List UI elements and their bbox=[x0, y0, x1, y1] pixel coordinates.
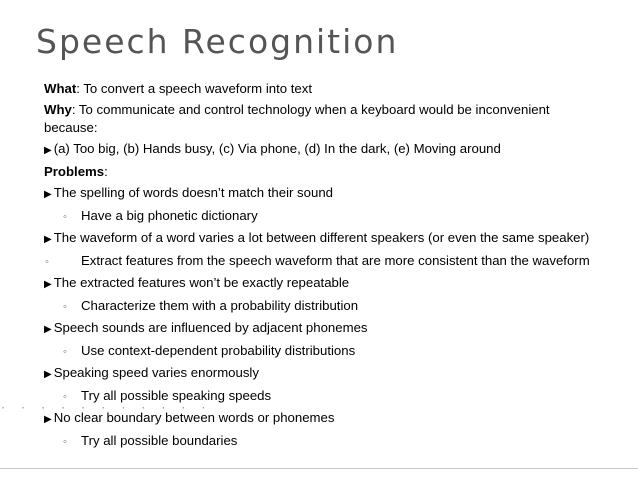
problem-text: Speech sounds are influenced by adjacent phonemes bbox=[53, 320, 368, 335]
why-label: Why bbox=[44, 102, 72, 117]
decorative-dot-row: · · · · · · · · · · · bbox=[0, 403, 211, 414]
why-text: : To communicate and control technology when a keyboard would be inconvenient because: bbox=[44, 102, 550, 135]
solution-text: Extract features from the speech waveform that are more consistent than the waveform bbox=[81, 253, 590, 268]
why-reasons-text: (a) Too big, (b) Hands busy, (c) Via phone, (d) In the dark, (e) Moving around bbox=[53, 141, 501, 156]
solution-item bbox=[44, 207, 604, 226]
solution-item bbox=[44, 252, 604, 271]
bullet-arrow-icon: ▶ bbox=[44, 414, 52, 425]
problems-label: Problems bbox=[44, 164, 105, 179]
solution-text: Characterize them with a probability distribution bbox=[81, 298, 359, 313]
problem-text: The extracted features won’t be exactly repeatable bbox=[53, 275, 350, 290]
slide-body bbox=[44, 80, 604, 451]
problems-heading bbox=[44, 163, 604, 181]
slide-title: Speech Recognition bbox=[36, 22, 399, 61]
problem-text: Speaking speed varies enormously bbox=[53, 365, 259, 380]
solution-item bbox=[44, 342, 604, 361]
problem-item bbox=[44, 229, 604, 249]
solution-item bbox=[44, 297, 604, 316]
solution-text: Have a big phonetic dictionary bbox=[81, 208, 258, 223]
sub-bullet-circle-icon: ◦ bbox=[63, 436, 67, 448]
problem-text: No clear boundary between words or phonemes bbox=[53, 410, 335, 425]
bullet-arrow-icon: ▶ bbox=[44, 234, 52, 245]
problem-text: The spelling of words doesn’t match their sound bbox=[53, 185, 333, 200]
sub-bullet-circle-icon: ◦ bbox=[63, 211, 67, 223]
sub-bullet-circle-icon: ◦ bbox=[63, 346, 67, 358]
solution-text: Use context-dependent probability distributions bbox=[81, 343, 356, 358]
bullet-arrow-icon: ▶ bbox=[44, 145, 52, 156]
problem-item bbox=[44, 274, 604, 294]
sub-bullet-circle-icon: ◦ bbox=[63, 301, 67, 313]
bullet-arrow-icon: ▶ bbox=[44, 189, 52, 200]
sub-bullet-circle-icon: ◦ bbox=[45, 256, 49, 268]
bullet-arrow-icon: ▶ bbox=[44, 369, 52, 380]
problems-suffix: : bbox=[104, 164, 108, 179]
what-text: : To convert a speech waveform into text bbox=[76, 81, 313, 96]
what-label: What bbox=[44, 81, 77, 96]
solution-item bbox=[44, 432, 604, 451]
problem-item bbox=[44, 319, 604, 339]
what-line bbox=[44, 80, 604, 98]
solution-text: Try all possible speaking speeds bbox=[81, 388, 272, 403]
bullet-arrow-icon: ▶ bbox=[44, 324, 52, 335]
solution-text: Try all possible boundaries bbox=[81, 433, 238, 448]
problem-item bbox=[44, 364, 604, 384]
problem-text: The waveform of a word varies a lot between different speakers (or even the same speaker) bbox=[53, 230, 590, 245]
sub-bullet-circle-icon: ◦ bbox=[63, 391, 67, 403]
bottom-divider bbox=[0, 468, 638, 469]
bullet-arrow-icon: ▶ bbox=[44, 279, 52, 290]
problem-item bbox=[44, 184, 604, 204]
why-reasons-line bbox=[44, 140, 604, 160]
why-line bbox=[44, 101, 604, 137]
